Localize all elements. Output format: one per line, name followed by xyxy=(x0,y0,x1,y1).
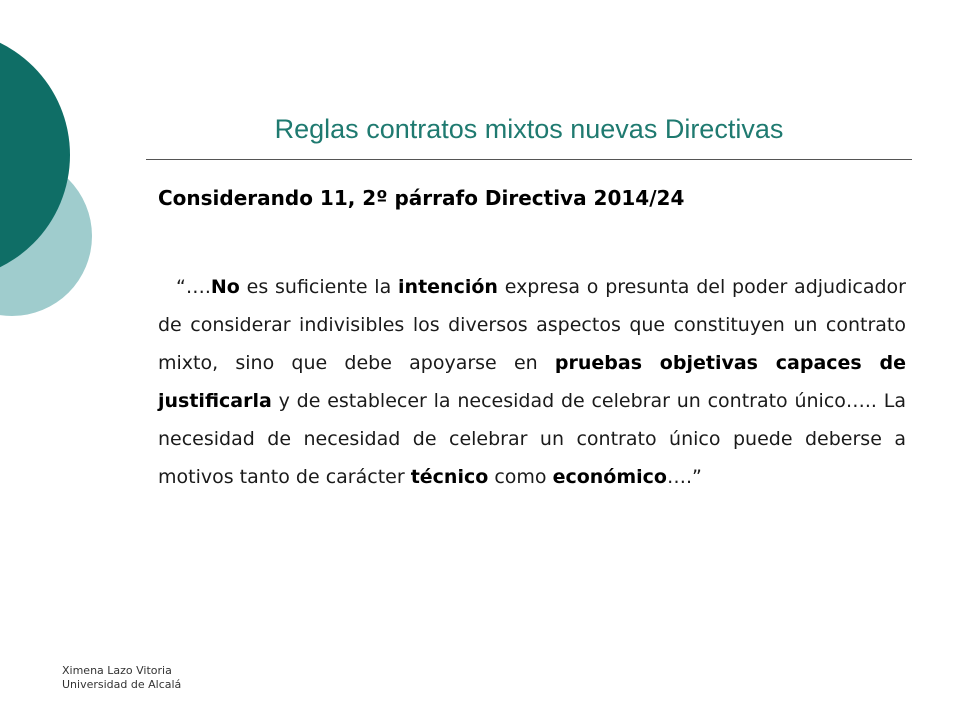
footer-institution: Universidad de Alcalá xyxy=(62,678,182,691)
quote-text: es suficiente la xyxy=(239,276,399,298)
quote-emphasis: técnico xyxy=(410,466,489,488)
decorative-circles xyxy=(0,0,110,400)
section-heading: Considerando 11, 2º párrafo Directiva 2014/24 xyxy=(158,186,685,210)
quote-emphasis: económico xyxy=(552,466,667,488)
quote-emphasis: No xyxy=(210,276,240,298)
slide-title: Reglas contratos mixtos nuevas Directivas xyxy=(274,114,784,144)
quote-text: como xyxy=(488,466,553,488)
quote-text: “…. xyxy=(176,276,211,298)
quote-emphasis: pruebas objetivas capaces de justificarla xyxy=(158,352,906,412)
quote-emphasis: intención xyxy=(398,276,498,298)
quote-text: ….” xyxy=(667,466,702,488)
footer xyxy=(62,664,181,692)
quote-text: y de establecer la necesidad de celebrar un contrato único….. La necesidad de necesidad de celebrar un contrato único puede deberse a motivos tanto de carácter xyxy=(158,390,906,488)
footer-author: Ximena Lazo Vitoria xyxy=(62,664,172,677)
quote-text: expresa o presunta del poder adjudicador de considerar indivisibles los diversos aspectos que constituyen un contrato mixto, sino que debe apoyarse en xyxy=(158,276,906,374)
title-divider xyxy=(146,159,912,160)
quote-paragraph xyxy=(158,268,906,496)
